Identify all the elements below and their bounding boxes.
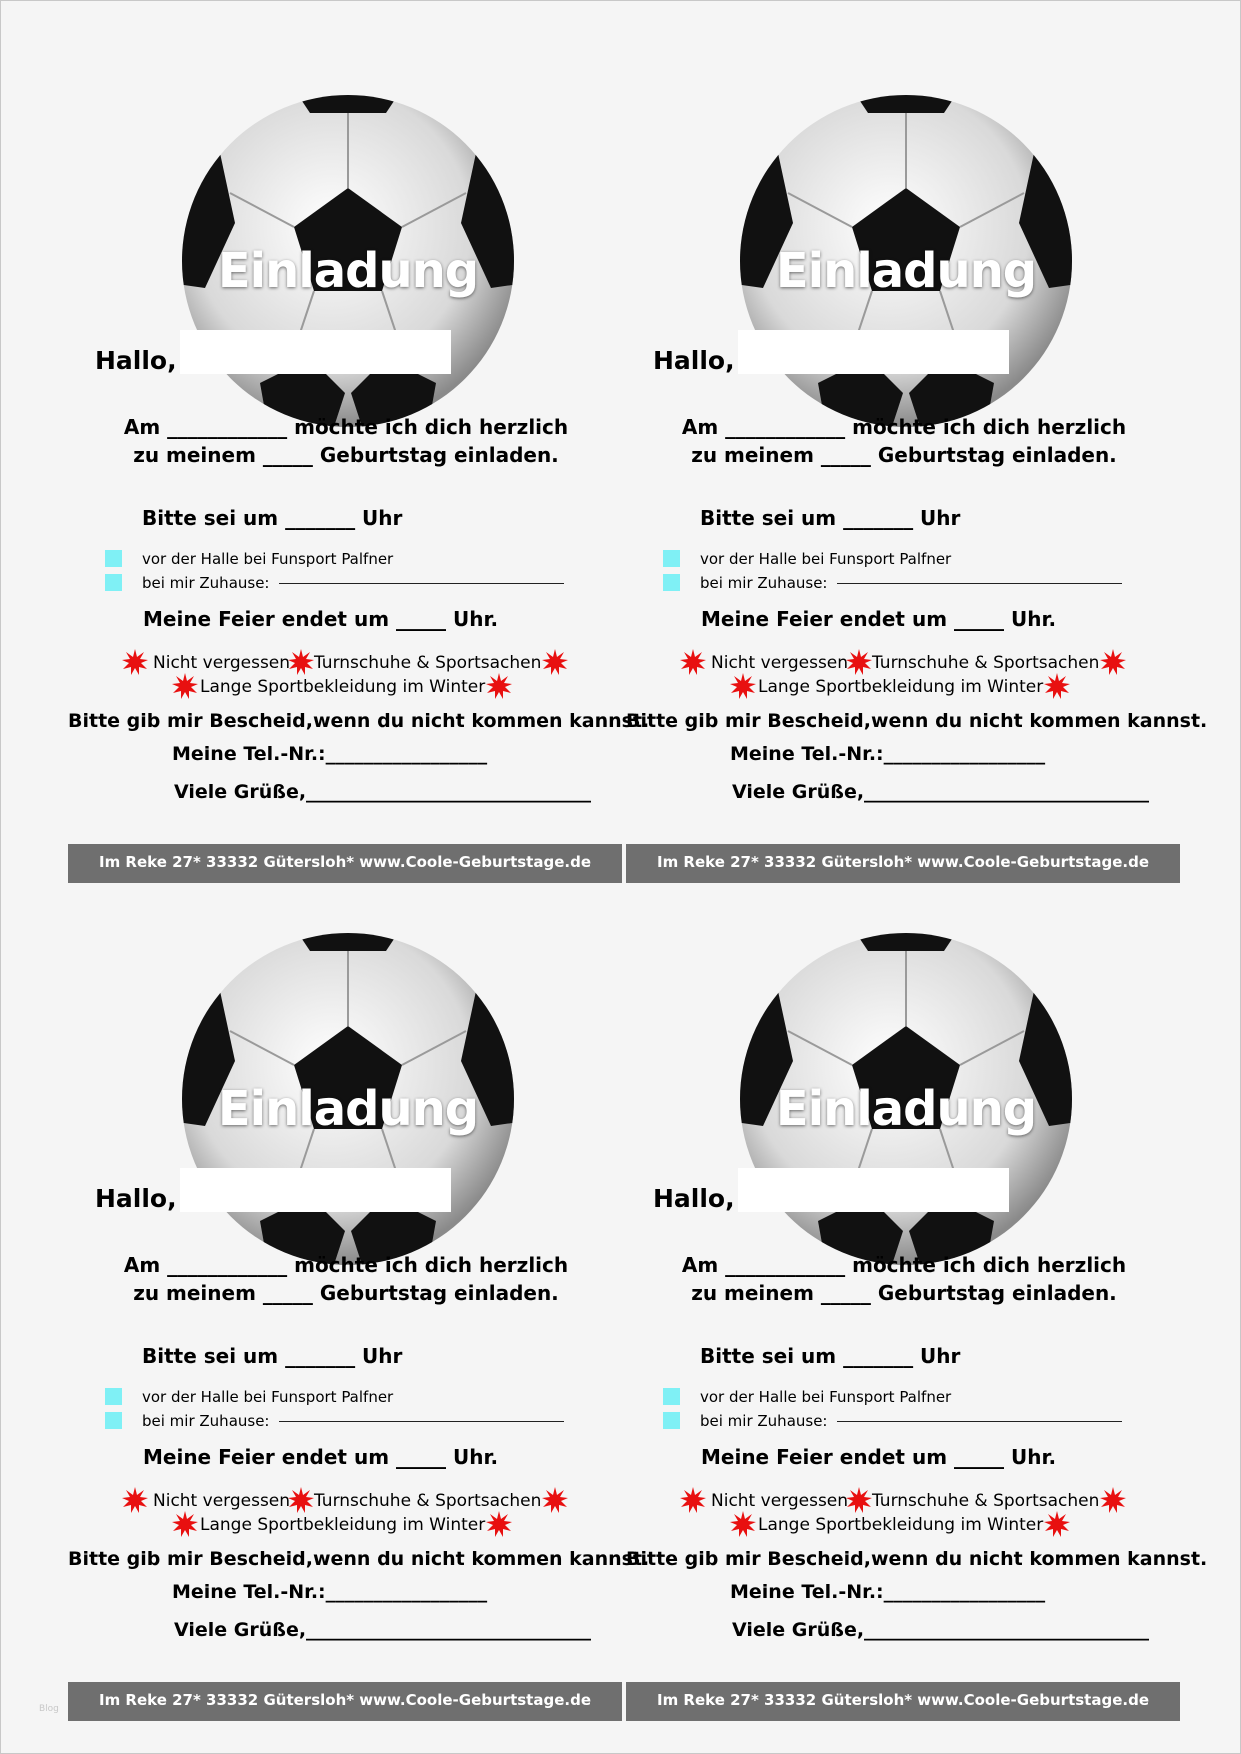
starburst-icon — [542, 649, 568, 675]
date-line: Am ____________ möchte ich dich herzlich — [123, 415, 569, 439]
starburst-icon — [730, 1511, 756, 1537]
invitation-card — [626, 931, 1208, 1721]
option-home: bei mir Zuhause: — [142, 1412, 270, 1430]
reminder-a: Nicht vergessen — [153, 653, 291, 673]
starburst-icon — [122, 1487, 148, 1513]
address-line — [837, 1421, 1122, 1422]
regards-line: Viele Grüße,______________________________ — [174, 781, 592, 803]
starburst-icon — [486, 1511, 512, 1537]
starburst-icon — [846, 649, 872, 675]
watermark: Blog — [39, 1704, 59, 1714]
address-line — [279, 583, 564, 584]
invitation-title: Einladung — [775, 1081, 1037, 1137]
birthday-line: zu meinem _____ Geburtstag einladen. — [691, 1281, 1117, 1305]
end-time-line: Meine Feier endet um _____ Uhr. — [701, 1445, 1057, 1469]
name-field[interactable] — [738, 330, 1009, 374]
checkbox-icon[interactable] — [105, 1388, 122, 1405]
checkbox-icon[interactable] — [105, 550, 122, 567]
reminder-c: Lange Sportbekleidung im Winter — [758, 1515, 1044, 1535]
invitation-card — [68, 93, 650, 883]
regards-line: Viele Grüße,______________________________ — [174, 1619, 592, 1641]
end-time-line: Meine Feier endet um _____ Uhr. — [143, 607, 499, 631]
greeting: Hallo, — [95, 346, 177, 375]
option-hall: vor der Halle bei Funsport Palfner — [142, 1388, 394, 1406]
invitation-card — [626, 93, 1208, 883]
option-home: bei mir Zuhause: — [700, 574, 828, 592]
notice-line: Bitte gib mir Bescheid,wenn du nicht kommen kannst. — [626, 1548, 1208, 1570]
reminder-c: Lange Sportbekleidung im Winter — [200, 677, 486, 697]
starburst-icon — [172, 1511, 198, 1537]
notice-line: Bitte gib mir Bescheid,wenn du nicht kommen kannst. — [68, 1548, 650, 1570]
checkbox-icon[interactable] — [105, 574, 122, 591]
time-line: Bitte sei um _______ Uhr — [142, 506, 403, 530]
starburst-icon — [1044, 1511, 1070, 1537]
greeting: Hallo, — [653, 1184, 735, 1213]
invitation-title: Einladung — [217, 243, 479, 299]
phone-line: Meine Tel.-Nr.:_________________ — [172, 743, 488, 765]
reminder-b: Turnschuhe & Sportsachen — [872, 653, 1100, 673]
checkbox-icon[interactable] — [663, 574, 680, 591]
starburst-icon — [730, 673, 756, 699]
address-line — [279, 1421, 564, 1422]
reminder-a: Nicht vergessen — [711, 1491, 849, 1511]
starburst-icon — [680, 1487, 706, 1513]
starburst-icon — [1100, 649, 1126, 675]
reminder-b: Turnschuhe & Sportsachen — [314, 1491, 542, 1511]
starburst-icon — [680, 649, 706, 675]
end-time-line: Meine Feier endet um _____ Uhr. — [143, 1445, 499, 1469]
phone-line: Meine Tel.-Nr.:_________________ — [172, 1581, 488, 1603]
reminder-c: Lange Sportbekleidung im Winter — [758, 677, 1044, 697]
time-line: Bitte sei um _______ Uhr — [700, 506, 961, 530]
birthday-line: zu meinem _____ Geburtstag einladen. — [133, 1281, 559, 1305]
end-time-line: Meine Feier endet um _____ Uhr. — [701, 607, 1057, 631]
invitation-title: Einladung — [775, 243, 1037, 299]
name-field[interactable] — [180, 1168, 451, 1212]
starburst-icon — [1044, 673, 1070, 699]
name-field[interactable] — [180, 330, 451, 374]
starburst-icon — [1100, 1487, 1126, 1513]
reminder-c: Lange Sportbekleidung im Winter — [200, 1515, 486, 1535]
phone-line: Meine Tel.-Nr.:_________________ — [730, 743, 1046, 765]
option-hall: vor der Halle bei Funsport Palfner — [142, 550, 394, 568]
starburst-icon — [288, 1487, 314, 1513]
starburst-icon — [172, 673, 198, 699]
birthday-line: zu meinem _____ Geburtstag einladen. — [691, 443, 1117, 467]
regards-line: Viele Grüße,______________________________ — [732, 781, 1150, 803]
checkbox-icon[interactable] — [663, 1388, 680, 1405]
reminder-a: Nicht vergessen — [711, 653, 849, 673]
reminder-b: Turnschuhe & Sportsachen — [872, 1491, 1100, 1511]
time-line: Bitte sei um _______ Uhr — [700, 1344, 961, 1368]
greeting: Hallo, — [95, 1184, 177, 1213]
date-line: Am ____________ möchte ich dich herzlich — [681, 1253, 1127, 1277]
option-home: bei mir Zuhause: — [700, 1412, 828, 1430]
reminder-b: Turnschuhe & Sportsachen — [314, 653, 542, 673]
starburst-icon — [288, 649, 314, 675]
invitation-title: Einladung — [217, 1081, 479, 1137]
option-home: bei mir Zuhause: — [142, 574, 270, 592]
starburst-icon — [846, 1487, 872, 1513]
notice-line: Bitte gib mir Bescheid,wenn du nicht kommen kannst. — [626, 710, 1208, 732]
regards-line: Viele Grüße,______________________________ — [732, 1619, 1150, 1641]
card-footer: Im Reke 27* 33332 Gütersloh* www.Coole-Geburtstage.de — [68, 1682, 622, 1721]
card-footer: Im Reke 27* 33332 Gütersloh* www.Coole-Geburtstage.de — [626, 844, 1180, 883]
starburst-icon — [122, 649, 148, 675]
name-field[interactable] — [738, 1168, 1009, 1212]
option-hall: vor der Halle bei Funsport Palfner — [700, 550, 952, 568]
checkbox-icon[interactable] — [105, 1412, 122, 1429]
card-footer: Im Reke 27* 33332 Gütersloh* www.Coole-Geburtstage.de — [68, 844, 622, 883]
option-hall: vor der Halle bei Funsport Palfner — [700, 1388, 952, 1406]
reminder-a: Nicht vergessen — [153, 1491, 291, 1511]
invitation-card — [68, 931, 650, 1721]
starburst-icon — [486, 673, 512, 699]
card-footer: Im Reke 27* 33332 Gütersloh* www.Coole-Geburtstage.de — [626, 1682, 1180, 1721]
birthday-line: zu meinem _____ Geburtstag einladen. — [133, 443, 559, 467]
date-line: Am ____________ möchte ich dich herzlich — [123, 1253, 569, 1277]
starburst-icon — [542, 1487, 568, 1513]
address-line — [837, 583, 1122, 584]
time-line: Bitte sei um _______ Uhr — [142, 1344, 403, 1368]
notice-line: Bitte gib mir Bescheid,wenn du nicht kommen kannst. — [68, 710, 650, 732]
checkbox-icon[interactable] — [663, 1412, 680, 1429]
phone-line: Meine Tel.-Nr.:_________________ — [730, 1581, 1046, 1603]
checkbox-icon[interactable] — [663, 550, 680, 567]
greeting: Hallo, — [653, 346, 735, 375]
date-line: Am ____________ möchte ich dich herzlich — [681, 415, 1127, 439]
